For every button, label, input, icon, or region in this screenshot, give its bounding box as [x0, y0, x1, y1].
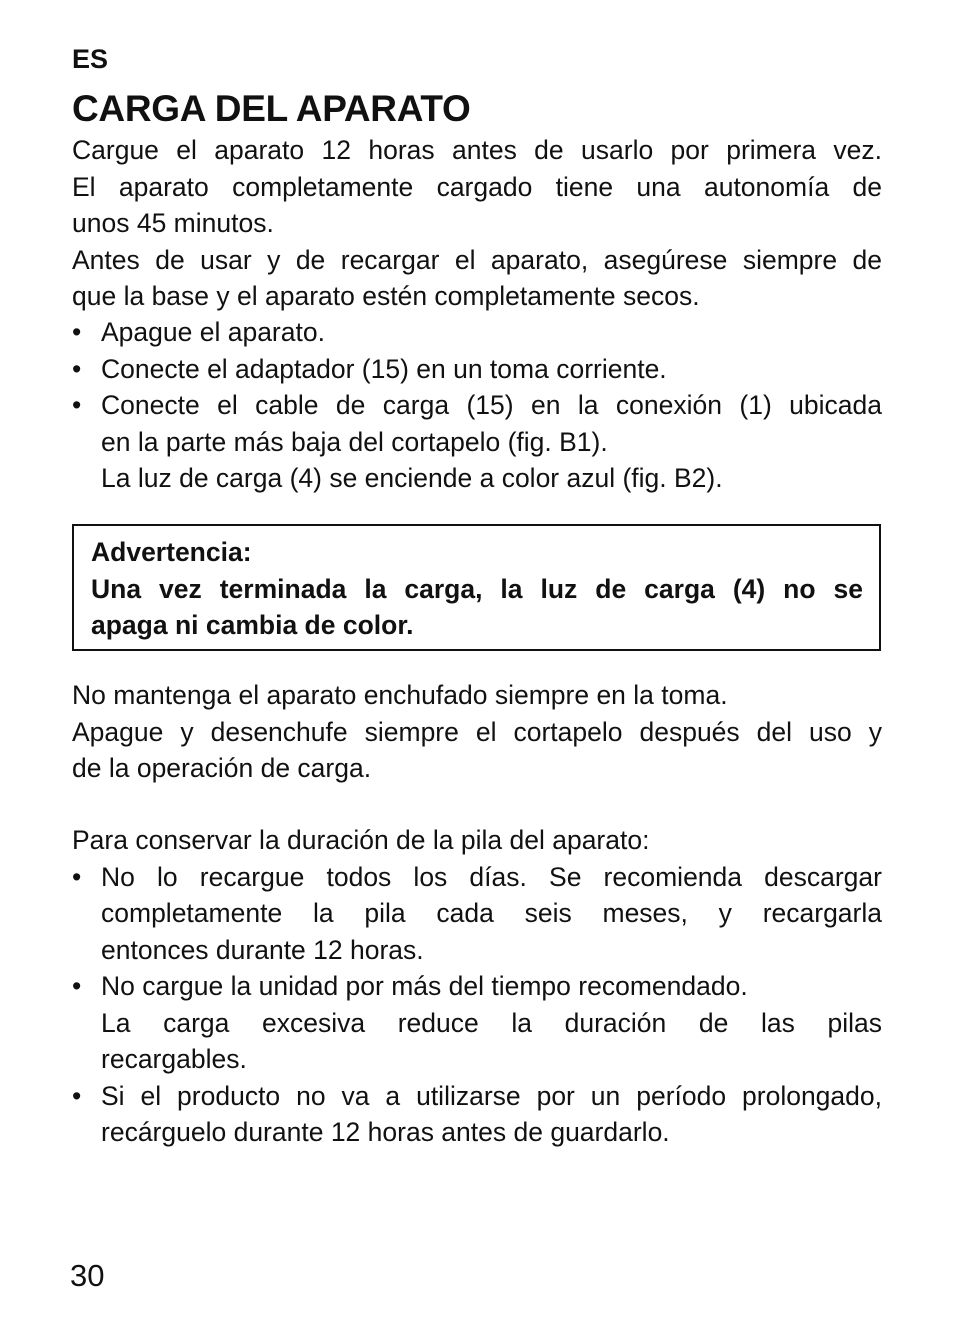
paragraph-line: de la operación de carga.	[72, 753, 372, 783]
intro-line: Antes de usar y de recargar el aparato, asegúrese siempre de	[72, 244, 882, 275]
list-item-line: entonces durante 12 horas.	[101, 934, 424, 965]
paragraph-line: Apague y desenchufe siempre el cortapelo después del uso y	[72, 716, 882, 747]
list-item	[72, 351, 882, 388]
list-item	[72, 387, 882, 497]
paragraph-line: No mantenga el aparato enchufado siempre en la toma.	[72, 680, 728, 710]
intro-section	[72, 132, 882, 315]
list-item-line: La carga excesiva reduce la duración de las pilas	[101, 1007, 882, 1038]
intro-line: El aparato completamente cargado tiene una autonomía de	[72, 171, 882, 202]
list-item-line: recárguelo durante 12 horas antes de guardarlo.	[101, 1117, 670, 1147]
page-number: 30	[70, 1258, 105, 1293]
warning-heading: Advertencia:	[91, 537, 252, 567]
battery-intro: Para conservar la duración de la pila del aparato:	[72, 825, 650, 855]
list-item-line: La luz de carga (4) se enciende a color azul (fig. B2).	[101, 463, 723, 493]
bullet-icon: •	[72, 317, 82, 347]
list-item-line: Apague el aparato.	[101, 317, 325, 347]
after-warning-section	[72, 677, 882, 787]
intro-line: Cargue el aparato 12 horas antes de usarlo por primera vez.	[72, 135, 882, 165]
warning-box	[72, 524, 881, 651]
language-code: ES	[72, 44, 109, 74]
bullet-icon: •	[72, 1080, 82, 1111]
battery-section	[72, 822, 882, 1151]
page-title: CARGA DEL APARATO	[72, 88, 471, 129]
intro-line: que la base y el aparato estén completamente secos.	[72, 281, 700, 311]
bullet-icon: •	[72, 353, 82, 384]
list-item	[72, 859, 882, 969]
list-item-line: en la parte más baja del cortapelo (fig. B1).	[101, 426, 608, 457]
list-item	[72, 968, 882, 1078]
list-item	[72, 314, 882, 351]
warning-content	[91, 534, 863, 644]
list-item-line: Conecte el cable de carga (15) en la conexión (1) ubicada	[101, 390, 882, 420]
bullet-icon: •	[72, 861, 82, 892]
charging-steps	[72, 314, 882, 497]
list-item-line: completamente la pila cada seis meses, y recargarla	[101, 898, 882, 928]
bullet-icon: •	[72, 971, 82, 1001]
intro-line: unos 45 minutos.	[72, 208, 274, 238]
list-item-line: recargables.	[101, 1044, 247, 1074]
list-item-line: No lo recargue todos los días. Se recomienda descargar	[101, 861, 882, 892]
bullet-icon: •	[72, 390, 82, 420]
warning-line: apaga ni cambia de color.	[91, 610, 414, 640]
list-item-line: No cargue la unidad por más del tiempo recomendado.	[101, 971, 748, 1001]
list-item-line: Conecte el adaptador (15) en un toma corriente.	[101, 353, 667, 384]
warning-line: Una vez terminada la carga, la luz de carga (4) no se	[91, 573, 863, 604]
list-item-line: Si el producto no va a utilizarse por un período prolongado,	[101, 1080, 882, 1111]
list-item	[72, 1078, 882, 1151]
